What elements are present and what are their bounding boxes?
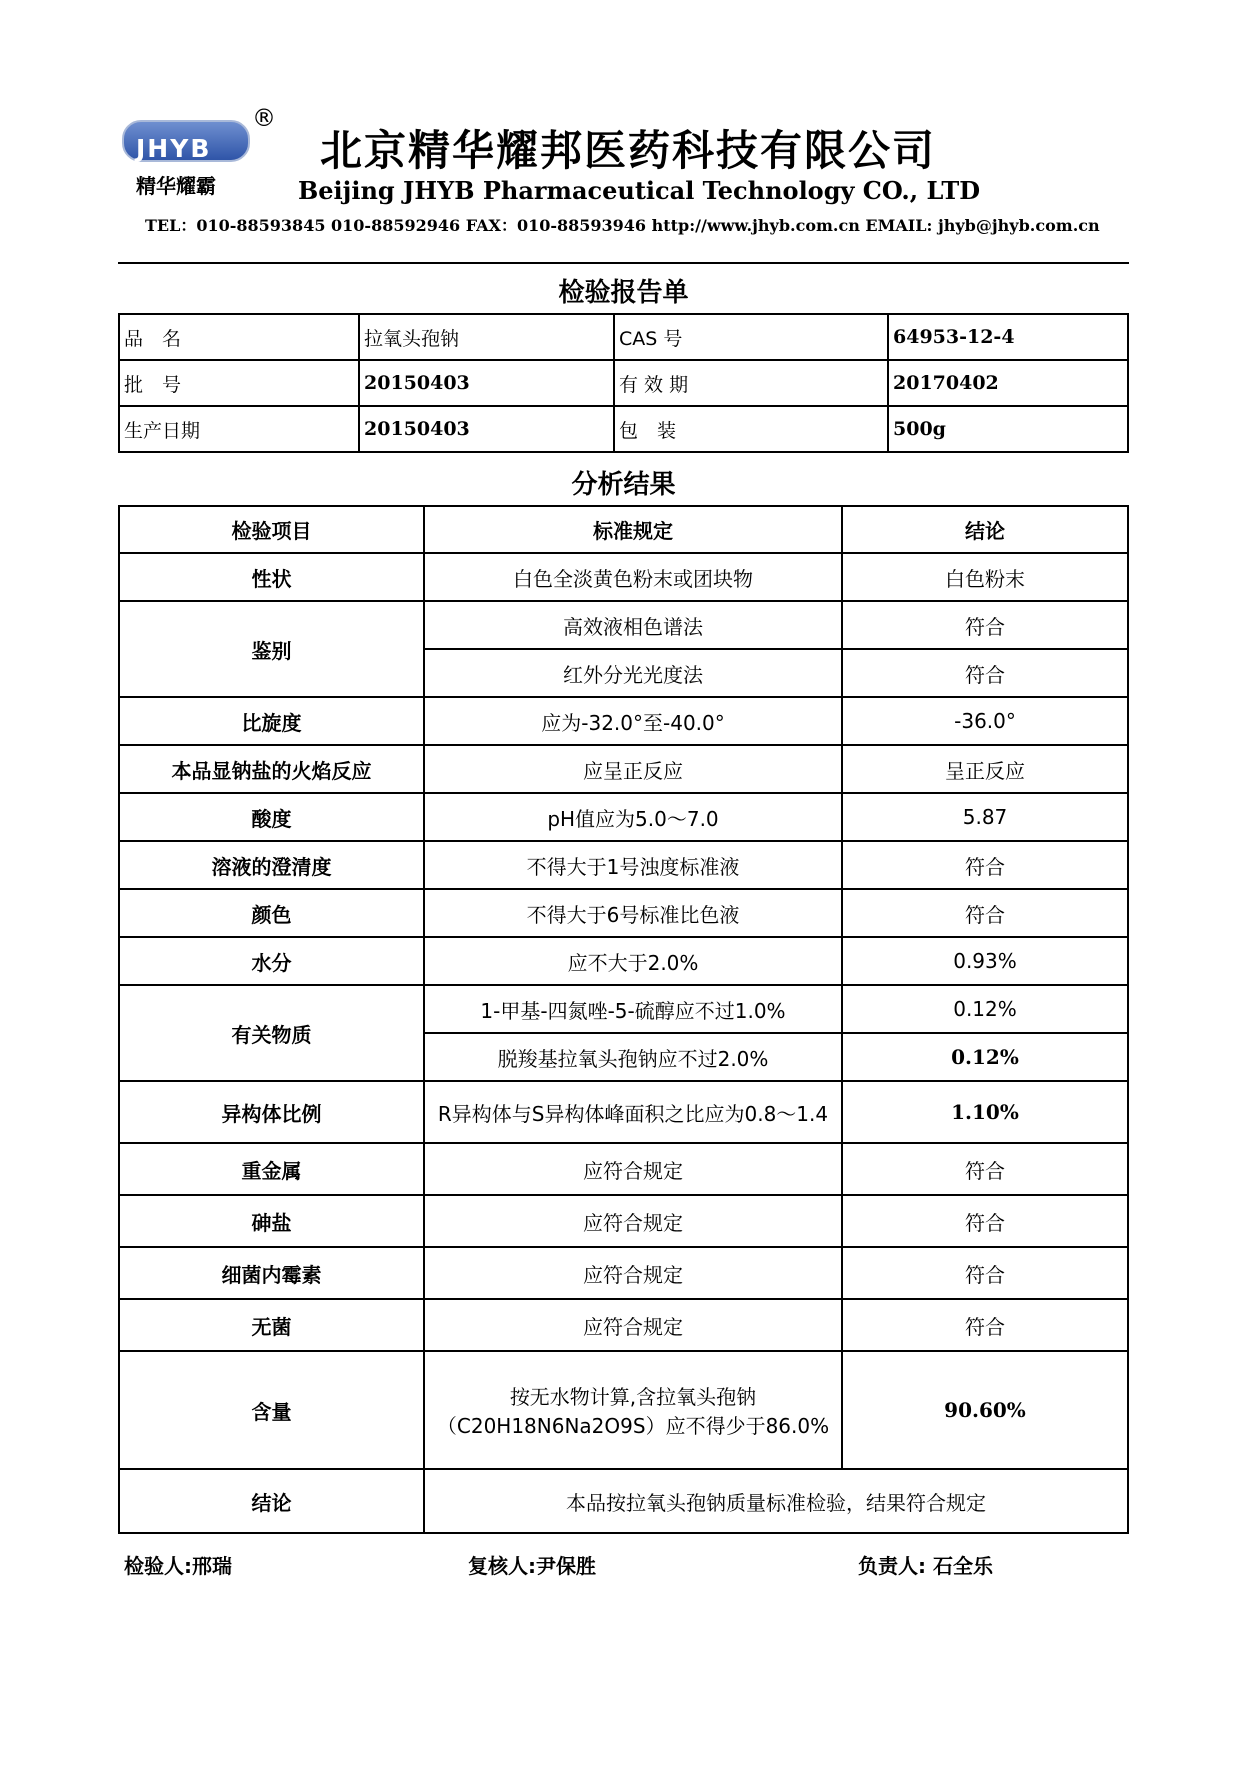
header-divider — [118, 262, 1129, 264]
standard: 高效液相色谱法 — [424, 601, 842, 649]
info-value: 500g — [888, 406, 1128, 452]
table-row — [119, 985, 1128, 1033]
reviewer-signature: 复核人:尹保胜 — [468, 1554, 596, 1578]
table-row — [119, 745, 1128, 793]
conclusion-label: 结论 — [119, 1469, 424, 1533]
test-item: 砷盐 — [119, 1195, 424, 1247]
standard: 不得大于6号标准比色液 — [424, 889, 842, 937]
standard: 应为-32.0°至-40.0° — [424, 697, 842, 745]
info-value: 20150403 — [359, 406, 614, 452]
info-value: 64953-12-4 — [888, 314, 1128, 360]
result: 符合 — [842, 601, 1128, 649]
standard: 不得大于1号浊度标准液 — [424, 841, 842, 889]
result: 1.10% — [842, 1081, 1128, 1143]
table-row — [119, 841, 1128, 889]
logo-badge — [122, 120, 250, 162]
info-row — [119, 406, 1128, 452]
company-name-cn: 北京精华耀邦医药科技有限公司 — [320, 126, 937, 175]
result: 符合 — [842, 841, 1128, 889]
conclusion-value: 本品按拉氧头孢钠质量标准检验，结果符合规定 — [424, 1469, 1128, 1533]
responsible-signature: 负责人: 石全乐 — [858, 1554, 993, 1578]
test-item: 性状 — [119, 553, 424, 601]
table-row — [119, 1081, 1128, 1143]
info-value: 拉氧头孢钠 — [359, 314, 614, 360]
inspector-signature: 检验人:邢瑞 — [124, 1554, 232, 1578]
table-row — [119, 553, 1128, 601]
result: 0.12% — [842, 985, 1128, 1033]
test-item: 有关物质 — [119, 985, 424, 1081]
column-header: 结论 — [842, 506, 1128, 553]
info-label: 批 号 — [119, 360, 359, 406]
info-label: 包 装 — [614, 406, 888, 452]
standard: 应符合规定 — [424, 1143, 842, 1195]
info-label: 品 名 — [119, 314, 359, 360]
standard: 应符合规定 — [424, 1247, 842, 1299]
test-item: 异构体比例 — [119, 1081, 424, 1143]
info-row — [119, 314, 1128, 360]
conclusion-row — [119, 1469, 1128, 1533]
standard: 应呈正反应 — [424, 745, 842, 793]
test-item: 酸度 — [119, 793, 424, 841]
test-item: 重金属 — [119, 1143, 424, 1195]
column-header: 检验项目 — [119, 506, 424, 553]
table-row — [119, 1299, 1128, 1351]
test-item: 含量 — [119, 1351, 424, 1469]
table-row — [119, 1195, 1128, 1247]
result: 0.93% — [842, 937, 1128, 985]
company-name-en: Beijing JHYB Pharmaceutical Technology CO., LTD — [298, 176, 981, 205]
test-item: 水分 — [119, 937, 424, 985]
standard: 按无水物计算,含拉氧头孢钠（C20H18N6Na2O9S）应不得少于86.0% — [424, 1351, 842, 1469]
info-label: 生产日期 — [119, 406, 359, 452]
table-row — [119, 1247, 1128, 1299]
info-value: 20150403 — [359, 360, 614, 406]
info-row — [119, 360, 1128, 406]
results-table — [118, 505, 1129, 1534]
test-item: 无菌 — [119, 1299, 424, 1351]
section-title: 分析结果 — [571, 470, 676, 500]
result: 符合 — [842, 1247, 1128, 1299]
result: 白色粉末 — [842, 553, 1128, 601]
product-info-table — [118, 313, 1129, 453]
results-header-row — [119, 506, 1128, 553]
test-item: 颜色 — [119, 889, 424, 937]
result: 5.87 — [842, 793, 1128, 841]
test-item: 细菌内霉素 — [119, 1247, 424, 1299]
info-label: 有 效 期 — [614, 360, 888, 406]
table-row — [119, 1143, 1128, 1195]
column-header: 标准规定 — [424, 506, 842, 553]
result: 符合 — [842, 649, 1128, 697]
contact-info: TEL：010-88593845 010-88592946 FAX：010-88593946 http://www.jhyb.com.cn EMAIL: jhyb@jhyb.com.cn — [145, 216, 1100, 235]
standard: 应符合规定 — [424, 1195, 842, 1247]
test-item: 比旋度 — [119, 697, 424, 745]
table-row — [119, 601, 1128, 649]
result: 符合 — [842, 1143, 1128, 1195]
result: -36.0° — [842, 697, 1128, 745]
table-row — [119, 889, 1128, 937]
logo-subtitle: 精华耀霸 — [136, 174, 216, 198]
standard: pH值应为5.0～7.0 — [424, 793, 842, 841]
registered-mark: ® — [252, 104, 276, 132]
result: 90.60% — [842, 1351, 1128, 1469]
standard: R异构体与S异构体峰面积之比应为0.8～1.4 — [424, 1081, 842, 1143]
table-row — [119, 793, 1128, 841]
standard: 1-甲基-四氮唑-5-硫醇应不过1.0% — [424, 985, 842, 1033]
report-title: 检验报告单 — [558, 278, 689, 308]
standard: 应符合规定 — [424, 1299, 842, 1351]
test-item: 鉴别 — [119, 601, 424, 697]
logo-text: JHYB — [136, 134, 212, 163]
table-row — [119, 937, 1128, 985]
result: 0.12% — [842, 1033, 1128, 1081]
standard: 白色全淡黄色粉末或团块物 — [424, 553, 842, 601]
result: 符合 — [842, 1195, 1128, 1247]
test-item: 本品显钠盐的火焰反应 — [119, 745, 424, 793]
info-label: CAS 号 — [614, 314, 888, 360]
result: 符合 — [842, 1299, 1128, 1351]
standard: 红外分光光度法 — [424, 649, 842, 697]
info-value: 20170402 — [888, 360, 1128, 406]
standard: 脱羧基拉氧头孢钠应不过2.0% — [424, 1033, 842, 1081]
table-row — [119, 697, 1128, 745]
standard: 应不大于2.0% — [424, 937, 842, 985]
test-item: 溶液的澄清度 — [119, 841, 424, 889]
table-row — [119, 1351, 1128, 1469]
company-logo — [122, 104, 282, 202]
result: 符合 — [842, 889, 1128, 937]
result: 呈正反应 — [842, 745, 1128, 793]
